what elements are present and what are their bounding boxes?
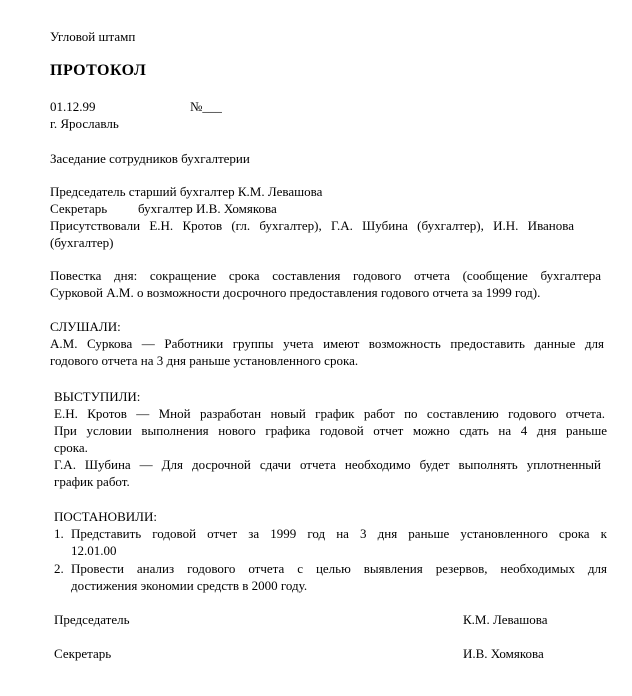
signature-secretary-name: И.В. Хомякова xyxy=(463,646,544,661)
resolved-item-2-number: 2. xyxy=(54,561,64,576)
resolved-item-2-line-1: Провести анализ годового отчета с целью выявления резервов, необходимых для xyxy=(71,561,607,576)
agenda-line-2: Сурковой А.М. о возможности досрочного предоставления годового отчета за 1999 год). xyxy=(50,285,541,300)
document-city: г. Ярославль xyxy=(50,116,119,131)
corner-stamp: Угловой штамп xyxy=(50,29,136,44)
signature-chairman-name: К.М. Левашова xyxy=(463,612,548,627)
signature-chairman-label: Председатель xyxy=(54,612,130,627)
heard-line-2: годового отчета на 3 дня раньше установленного срока. xyxy=(50,353,359,368)
signature-secretary-label: Секретарь xyxy=(54,646,112,661)
present-line-2: (бухгалтер) xyxy=(50,235,114,250)
resolved-item-1-number: 1. xyxy=(54,526,64,541)
spoke-line-1: Е.Н. Кротов — Мной разработан новый график работ по составлению годового отчета. xyxy=(54,406,605,421)
spoke-line-2: При условии выполнения нового графика годовой отчет можно сдать на 4 дня раньше xyxy=(54,423,607,438)
heard-line-1: А.М. Суркова — Работники группы учета имеют возможность предоставить данные для xyxy=(50,336,604,351)
chairman-line: Председатель старший бухгалтер К.М. Левашова xyxy=(50,184,323,199)
document-number: №___ xyxy=(190,99,222,114)
resolved-item-1-line-2: 12.01.00 xyxy=(71,543,117,558)
document-title: ПРОТОКОЛ xyxy=(50,62,147,79)
resolved-item-2-line-2: достижения экономии средств в 2000 году. xyxy=(71,578,308,593)
secretary-value: бухгалтер И.В. Хомякова xyxy=(138,201,277,216)
document-date: 01.12.99 xyxy=(50,99,96,114)
agenda-line-1: Повестка дня: сокращение срока составления годового отчета (сообщение бухгалтера xyxy=(50,268,601,283)
resolved-item-1-line-1: Представить годовой отчет за 1999 год на 3 дня раньше установленного срока к xyxy=(71,526,607,541)
spoke-heading: ВЫСТУПИЛИ: xyxy=(54,389,141,404)
spoke-line-5: график работ. xyxy=(54,474,130,489)
meeting-title: Заседание сотрудников бухгалтерии xyxy=(50,151,250,166)
resolved-heading: ПОСТАНОВИЛИ: xyxy=(54,509,157,524)
spoke-line-3: срока. xyxy=(54,440,88,455)
present-line-1: Присутствовали Е.Н. Кротов (гл. бухгалтер), Г.А. Шубина (бухгалтер), И.Н. Иванова xyxy=(50,218,574,233)
spoke-line-4: Г.А. Шубина — Для досрочной сдачи отчета необходимо будет выполнять уплотненный xyxy=(54,457,601,472)
heard-heading: СЛУШАЛИ: xyxy=(50,319,121,334)
secretary-label: Секретарь xyxy=(50,201,108,216)
